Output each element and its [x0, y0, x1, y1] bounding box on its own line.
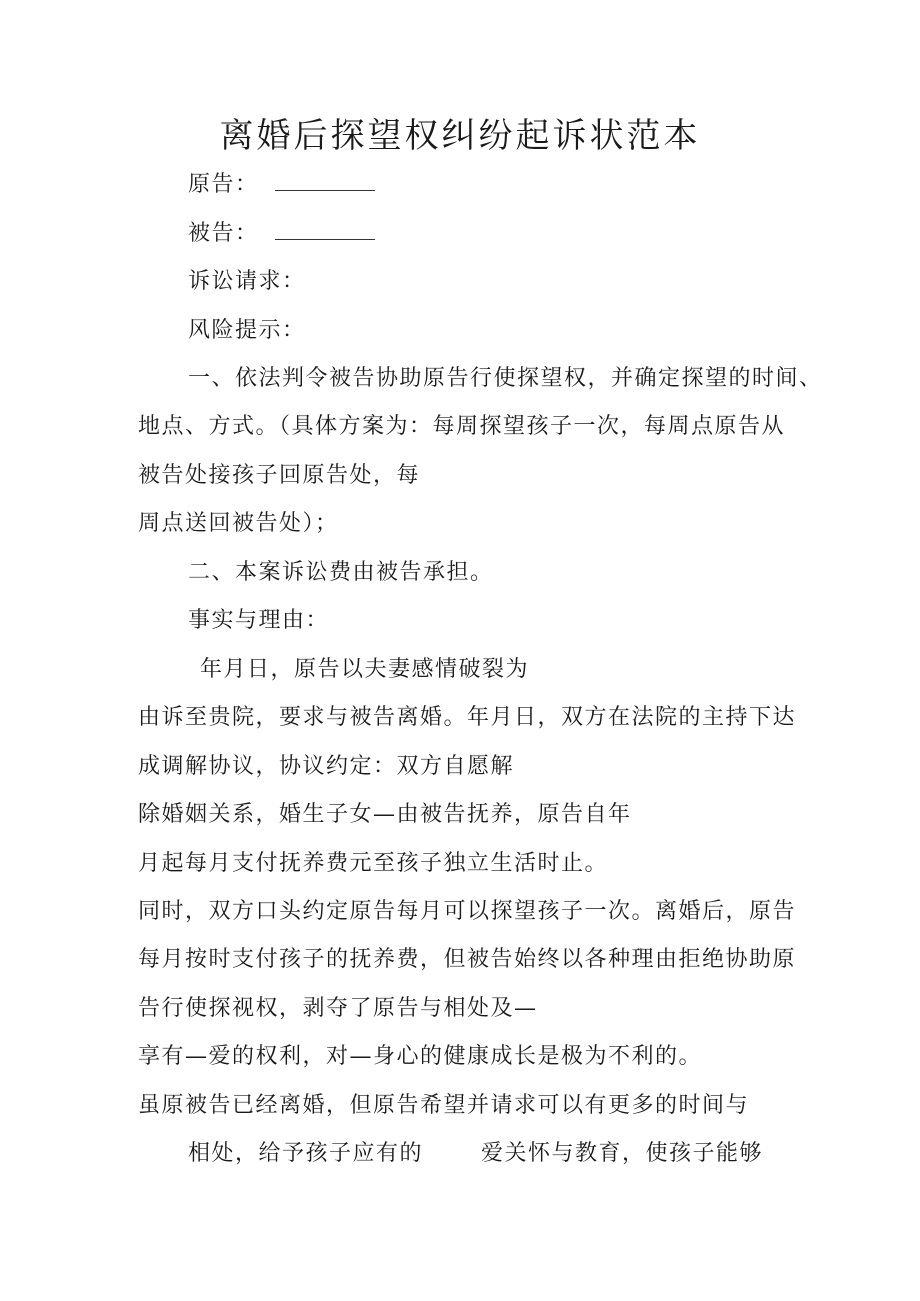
risk-heading: 风险提示： — [188, 318, 306, 343]
facts-line1: 年月日，原告以夫妻感情破裂为 — [200, 657, 530, 682]
defendant-blank — [275, 219, 375, 240]
document-title: 离婚后探望权纠纷起诉状范本 — [219, 116, 701, 156]
facts-heading: 事实与理由： — [188, 608, 330, 633]
facts-line7: 每月按时支付孩子的抚养费，但被告始终以各种理由拒绝协助原 — [138, 947, 797, 972]
plaintiff-blank — [275, 170, 375, 191]
facts-line3: 成调解协议，协议约定：双方自愿解 — [138, 754, 515, 779]
facts-line5: 月起每月支付抚养费元至孩子独立生活时止。 — [138, 851, 609, 876]
facts-line10: 虽原被告已经离婚，但原告希望并请求可以有更多的时间与 — [138, 1093, 750, 1118]
plaintiff-label: 原告： — [188, 172, 259, 197]
claims-heading: 诉讼请求： — [188, 269, 306, 294]
facts-line8: 告行使探视权，剥夺了原告与相处及— — [138, 996, 538, 1021]
plaintiff-line — [188, 170, 375, 200]
defendant-label: 被告： — [188, 221, 259, 246]
facts-line9: 享有—爱的权利，对—身心的健康成长是极为不利的。 — [138, 1044, 703, 1069]
facts-line11-part2: 爱关怀与教育，使孩子能够 — [481, 1141, 764, 1166]
defendant-line — [188, 219, 375, 249]
facts-line2: 由诉至贵院，要求与被告离婚。年月日，双方在法院的主持下达 — [138, 705, 797, 730]
claim1-line2: 地点、方式。（具体方案为：每周探望孩子一次，每周点原告从 — [138, 414, 786, 439]
claim1-line1: 一、依法判令被告协助原告行使探望权，并确定探望的时间、 — [188, 366, 823, 391]
facts-line11 — [188, 1139, 763, 1169]
facts-line6: 同时，双方口头约定原告每月可以探望孩子一次。离婚后，原告 — [138, 899, 797, 924]
claim2-line: 二、本案诉讼费由被告承担。 — [188, 560, 494, 585]
facts-line4: 除婚姻关系，婚生子女—由被告抚养，原告自年 — [138, 802, 632, 827]
claim1-line4: 周点送回被告处）； — [138, 511, 339, 536]
claim1-line3: 被告处接孩子回原告处，每 — [138, 463, 421, 488]
facts-line11-part1: 相处，给予孩子应有的 — [188, 1141, 424, 1166]
